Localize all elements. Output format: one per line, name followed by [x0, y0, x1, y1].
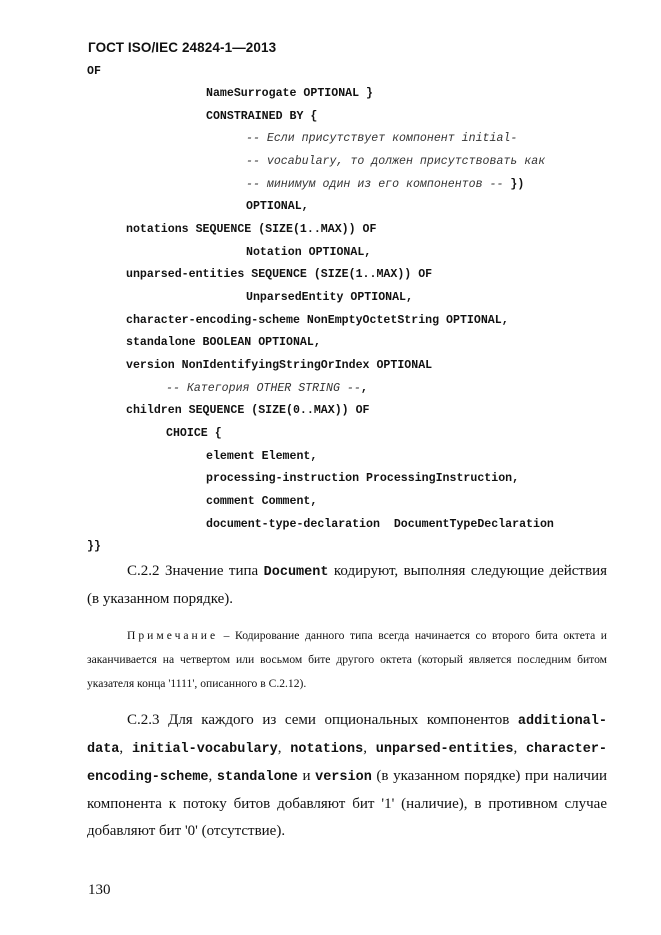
code-term: unparsed-entities — [375, 742, 514, 757]
code-term: initial-vocabulary — [131, 742, 278, 757]
code-term: additional-data — [87, 714, 607, 757]
code-fragment: , — [360, 382, 368, 395]
code-line: Notation OPTIONAL, — [246, 246, 372, 259]
code-term: Document — [263, 565, 329, 580]
code-comment: -- Категория OTHER STRING -- — [166, 382, 361, 395]
code-comment: -- vocabulary, то должен присутствовать как — [246, 155, 546, 168]
code-line: element Element, — [206, 450, 318, 463]
code-line: comment Comment, — [206, 495, 318, 508]
code-line: NameSurrogate OPTIONAL } — [206, 87, 373, 100]
code-line: version NonIdentifyingStringOrIndex OPTIONAL — [126, 359, 433, 372]
note — [87, 624, 607, 696]
code-line: children SEQUENCE (SIZE(0..MAX)) OF — [126, 404, 370, 417]
clause-c22: С.2.2 Значение типа Document кодируют, выполняя следующие действия (в указанном порядке). — [87, 563, 607, 607]
clause-number: С.2.2 — [127, 563, 160, 579]
page-number: 130 — [88, 882, 111, 898]
code-line: }} — [87, 540, 101, 553]
code-line — [166, 382, 368, 396]
code-line: unparsed-entities SEQUENCE (SIZE(1..MAX)) OF — [126, 268, 433, 281]
code-term: character-encoding-scheme — [87, 742, 608, 785]
code-line: OF — [87, 65, 101, 78]
code-line: character-encoding-scheme NonEmptyOctetString OPTIONAL, — [126, 314, 509, 327]
note-text: – Кодирование данного типа всегда начинается со второго бита октета и заканчивается на четвертом или восьмом бите другого октета (который является последним битом указателя конца '1111', описанного в С.2.12). — [87, 629, 607, 690]
note-label: Примечание — [127, 629, 219, 642]
code-line: UnparsedEntity OPTIONAL, — [246, 291, 413, 304]
code-term: notations — [290, 742, 364, 757]
code-line: OPTIONAL, — [246, 200, 309, 213]
code-line: standalone BOOLEAN OPTIONAL, — [126, 336, 321, 349]
code-fragment: }) — [503, 178, 525, 191]
code-comment: -- минимум один из его компонентов -- — [246, 178, 504, 191]
code-line: processing-instruction ProcessingInstruction, — [206, 472, 520, 485]
code-line: CHOICE { — [166, 427, 222, 440]
document-header: ГОСТ ISO/IEC 24824-1—2013 — [88, 40, 277, 55]
clause-c23: С.2.3 Для каждого из семи опциональных компонентов additional-data, initial-vocabulary, notations, unparsed-entities, character-encoding-scheme, standalone и version (в указанном порядке) при наличии компонента к потоку битов добавляют бит '1' (наличие), в противном случае добавляют бит '0' (отсутствие). — [87, 712, 608, 839]
code-term: version — [315, 770, 372, 785]
clause-number: С.2.3 — [127, 712, 160, 728]
code-comment: -- Если присутствует компонент initial- — [246, 132, 518, 145]
code-line: notations SEQUENCE (SIZE(1..MAX)) OF — [126, 223, 377, 236]
code-line: document-type-declaration DocumentTypeDeclaration — [206, 518, 554, 531]
code-term: standalone — [216, 770, 298, 785]
code-line — [246, 178, 524, 192]
code-line: CONSTRAINED BY { — [206, 110, 318, 123]
